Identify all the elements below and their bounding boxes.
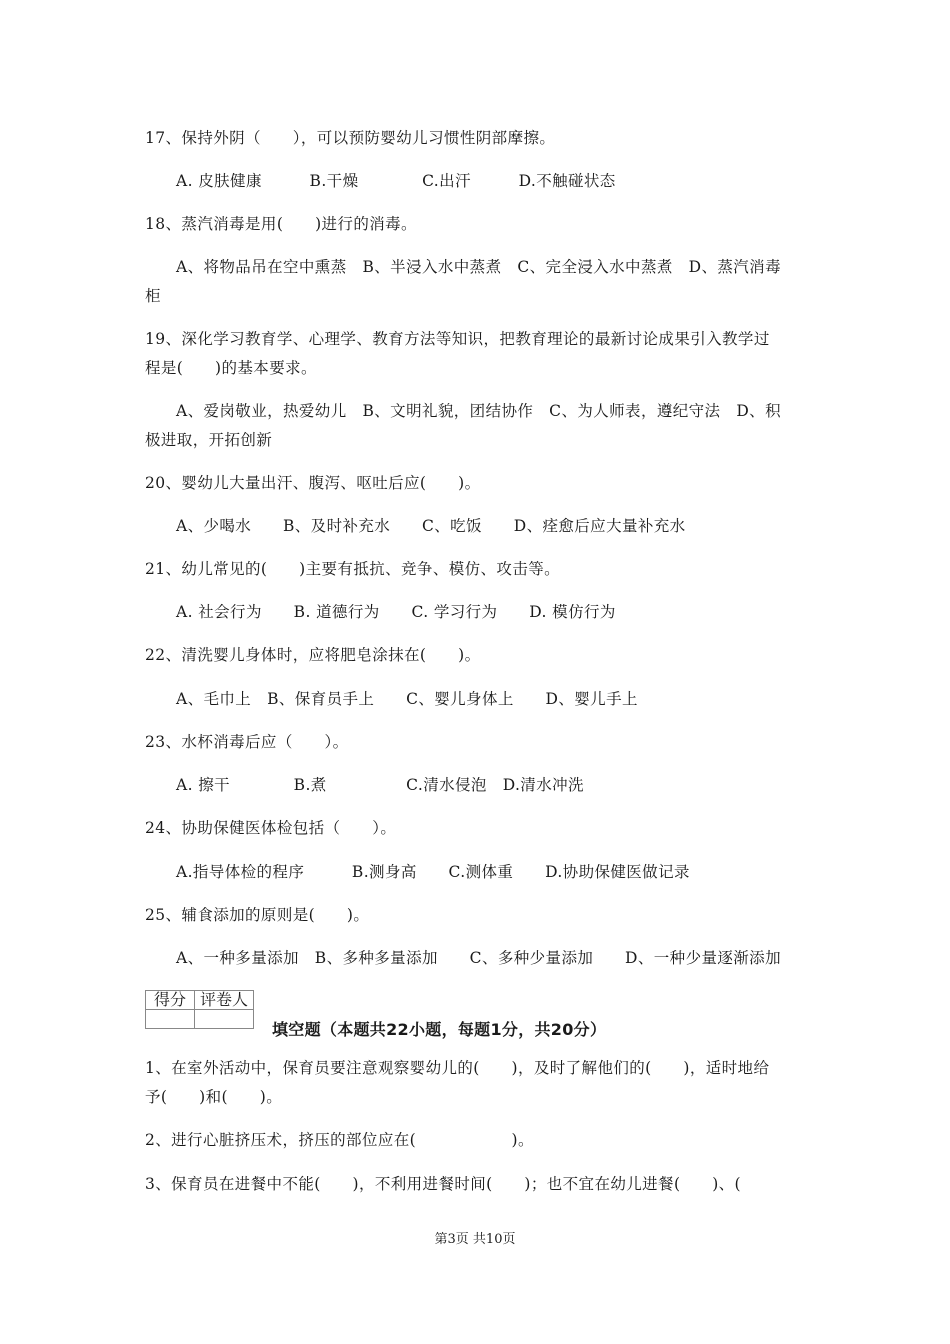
question-19: 19、深化学习教育学、心理学、教育方法等知识，把教育理论的最新讨论成果引入教学过 <box>145 330 770 348</box>
fill-question-1: 1、在室外活动中，保育员要注意观察婴幼儿的( )，及时了解他们的( )，适时地给 <box>145 1059 770 1077</box>
question-17-options: A. 皮肤健康 B.干燥 C.出汗 D.不触碰状态 <box>176 172 616 190</box>
score-cell[interactable] <box>146 1010 195 1029</box>
question-24: 24、协助保健医体检包括（ ）。 <box>145 819 397 837</box>
question-23-options: A. 擦干 B.煮 C.清水侵泡 D.清水冲洗 <box>176 776 584 794</box>
question-19-cont: 程是( )的基本要求。 <box>145 359 317 377</box>
question-22: 22、清洗婴儿身体时，应将肥皂涂抹在( )。 <box>145 646 481 664</box>
question-18-options: A、将物品吊在空中熏蒸 B、半浸入水中蒸煮 C、完全浸入水中蒸煮 D、蒸汽消毒 <box>176 258 781 276</box>
question-21-options: A. 社会行为 B. 道德行为 C. 学习行为 D. 模仿行为 <box>176 603 616 621</box>
question-24-options: A.指导体检的程序 B.测身高 C.测体重 D.协助保健医做记录 <box>176 863 690 881</box>
grader-cell[interactable] <box>195 1010 254 1029</box>
grader-label: 评卷人 <box>195 991 254 1010</box>
question-25-options: A、一种多量添加 B、多种多量添加 C、多种少量添加 D、一种少量逐渐添加 <box>176 949 781 967</box>
question-19-options-cont: 极进取，开拓创新 <box>145 431 273 449</box>
question-22-options: A、毛巾上 B、保育员手上 C、婴儿身体上 D、婴儿手上 <box>176 690 638 708</box>
fill-question-1-cont: 予( )和( )。 <box>145 1088 283 1106</box>
question-18-options-cont: 柜 <box>145 287 161 305</box>
question-18: 18、蒸汽消毒是用( )进行的消毒。 <box>145 215 417 233</box>
question-21: 21、幼儿常见的( )主要有抵抗、竞争、模仿、攻击等。 <box>145 560 561 578</box>
score-box <box>145 990 254 1029</box>
question-20-options: A、少喝水 B、及时补充水 C、吃饭 D、痊愈后应大量补充水 <box>176 517 686 535</box>
score-label: 得分 <box>146 991 195 1010</box>
question-25: 25、辅食添加的原则是( )。 <box>145 906 370 924</box>
question-20: 20、婴幼儿大量出汗、腹泻、呕吐后应( )。 <box>145 474 481 492</box>
fill-question-2: 2、进行心脏挤压术，挤压的部位应在( )。 <box>145 1131 534 1149</box>
question-19-options: A、爱岗敬业，热爱幼儿 B、文明礼貌，团结协作 C、为人师表，遵纪守法 D、积 <box>176 402 781 420</box>
section-title: 填空题（本题共22小题，每题1分，共20分） <box>272 1020 607 1039</box>
fill-question-3: 3、保育员在进餐中不能( )，不利用进餐时间( )；也不宜在幼儿进餐( )、( <box>145 1175 741 1193</box>
question-23: 23、水杯消毒后应（ ）。 <box>145 733 349 751</box>
question-17: 17、保持外阴（ ），可以预防婴幼儿习惯性阴部摩擦。 <box>145 129 556 147</box>
page-footer: 第3页 共10页 <box>434 1232 516 1247</box>
